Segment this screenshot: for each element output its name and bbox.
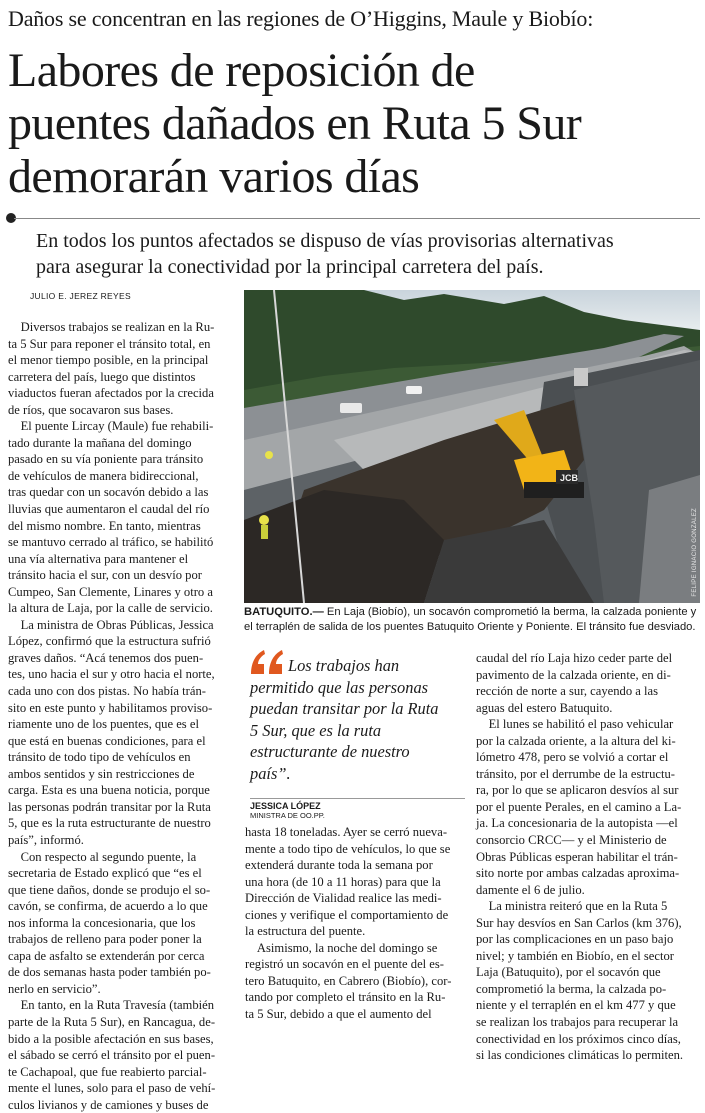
article-line: de vehículos de manera bidireccional, [8,468,199,483]
article-line: se mantuvo cerrado al tráfico, se habilitó [8,535,214,550]
article-line: si las condiciones climáticas lo permiten. [476,1048,684,1063]
byline: JULIO E. JEREZ REYES [30,291,131,301]
quote-line: 5 Sur, que es la ruta [250,720,382,740]
article-line: parte de la Ruta 5 Sur), en Rancagua, de- [8,1014,216,1029]
article-line: el sábado se cerró el tránsito por el puen- [8,1048,216,1063]
article-line: cavón, se confirma, de acuerdo a lo que [8,899,208,914]
article-line: se realizan los trabajos para recuperar la [476,1015,679,1030]
article-line: Asimismo, la noche del domingo se [245,940,438,955]
article-line: La ministra de Obras Públicas, Jessica [8,617,214,632]
photo [244,290,700,603]
article-line: lómetro 478, pero se volvió a cortar el [476,750,669,765]
article-line: tes, uno hacia el sur y otro hacia el norte, [8,667,215,682]
article-line: damente el 6 de julio. [476,882,585,897]
quote-line: Los trabajos han [288,656,400,675]
kicker: Daños se concentran en las regiones de O’Higgins, Maule y Biobío: [8,6,594,31]
article-line: extenderá durante toda la semana por [245,858,433,873]
machine-label: JCB [560,473,579,483]
article-line: tránsito de todo tipo de vehículos en [8,750,191,765]
headline-line: puentes dañados en Ruta 5 Sur [8,97,582,150]
article-line: viaductos fueran afectados por la crecida [8,386,214,401]
article-line: tránsito hacia el sur, con un desvío por [8,568,202,583]
article-line: niente y el terraplén en el km 477 y que [476,998,676,1013]
article-line: pavimento de la calzada oriente, en di- [476,667,671,682]
article-line: bido a la posible afectación en sus bases, [8,1031,214,1046]
article-line: la estructura del puente. [245,924,366,939]
headline-line: Labores de reposición de [8,44,475,97]
quote-author-role: MINISTRA DE OO.PP. [250,811,325,820]
article-line: nivel; y también en Biobío, en el sector [476,948,674,963]
article-line: Obras Públicas esperan habilitar el trán- [476,849,678,864]
article-column-3 [476,650,698,1064]
caption-text: En Laja (Biobío), un socavón comprometió la berma, la calzada poniente y [323,606,697,618]
article-line: tando por completo el tránsito en la Ru- [245,990,446,1005]
article-line: del mismo nombre. En tanto, mientras [8,518,201,533]
deck [36,228,701,280]
article-line: carga. Esta es una buena noticia, porque [8,783,210,798]
article-line: la altura de Laja, por la calle de servicio. [8,601,213,616]
divider [14,218,700,219]
article-line: nos informa la concesionaria, que los [8,915,196,930]
article-line: cada uno con dos pistas. No había trán- [8,684,206,699]
article-line: aguas del estero Batuquito. [476,700,613,715]
article-line: las personas podrán transitar por la Ruta [8,799,211,814]
caption-line: el terraplén de salida de los puentes Batuquito Oriente y Poniente. El tránsito fue desviado. [244,621,696,633]
article-line: secretaria de Estado explicó que “es el [8,866,202,881]
article-line: riamente uno de los puentes, que es el [8,717,199,732]
article-line: 5, que es la ruta estructurante de nuestro [8,816,211,831]
article-line: por la calzada oriente, a la altura del ki- [476,733,676,748]
article-line: graves daños. “Acá tenemos dos puen- [8,650,204,665]
article-line: por las complicaciones en un paso bajo [476,932,674,947]
article-line: ja. La concesionaria de la autopista —el [476,816,678,831]
article-line: registró un socavón en el puente del es- [245,957,444,972]
article-line: lluvias que aumentaron el caudal del río [8,502,210,517]
article-line: mente el lunes, solo para el paso de vehí- [8,1081,216,1096]
deck-line: para asegurar la conectividad por la principal carretera del país. [36,256,544,278]
article-line: consorcio CRCC— y el Ministerio de [476,833,667,848]
article-line: El puente Lircay (Maule) fue rehabili- [8,419,214,434]
article-line: sito norte por ambas calzadas aproxima- [476,866,680,881]
article-line: culos livianos y de camiones y buses de [8,1097,209,1112]
article-line: hasta 18 toneladas. Ayer se cerró nueva- [245,825,448,839]
article-line: conectividad en los próximos cinco días, [476,1031,681,1046]
article-line: La ministra reiteró que en la Ruta 5 [476,899,668,914]
article-line: de ríos, que socavaron sus bases. [8,402,174,417]
article-line: ra, por lo que se aplicaron desvíos al sur [476,783,679,798]
article-line: el menor tiempo posible, en la principal [8,353,209,368]
quote-author: JESSICA LÓPEZ [250,801,321,811]
article-line: El lunes se habilitó el paso vehicular [476,717,674,732]
article-line: Diversos trabajos se realizan en la Ru- [8,320,215,334]
article-line: tras quedar con un socavón debido a las [8,485,209,500]
article-line: que tiene daños, donde se produjo el so- [8,882,211,897]
article-line: comprometió la berma, la calzada po- [476,981,667,996]
bridge-excavator-photo [244,290,700,603]
article-line: ta 5 Sur para reponer el tránsito total, en [8,336,211,351]
article-line: una vía alternativa para mantener el [8,551,189,566]
article-line: ta 5 Sur, debido a que el aumento del [245,1007,432,1022]
article-line: rección de norte a sur, cayendo a las [476,684,659,699]
quote-rule [250,798,465,799]
article-line: que está en buenas condiciones, para el [8,733,206,748]
article-line: ciones y verifique el comportamiento de [245,907,449,922]
article-line: sito en este punto y habilitamos proviso- [8,700,213,715]
article-line: Sur hay desvíos en San Carlos (km 376), [476,915,682,930]
article-line: Dirección de Vialidad realice las medi- [245,891,442,906]
photo-caption [244,605,700,635]
article-line: tero Batuquito, en Cabrero (Biobío), cor- [245,973,452,988]
article-line: por el puente Perales, en el camino a La- [476,799,682,814]
article-line: López, confirmó que la estructura sufrió [8,634,211,649]
article-line: una hora (de 10 a 11 horas) para que la [245,874,441,889]
quote-line: puedan transitar por la Ruta [250,699,439,718]
caption-label: BATUQUITO.— [244,606,324,618]
article-line: trabajos de relleno para poder poner la [8,932,202,947]
article-line: tránsito, por el derrumbe de la estructu- [476,766,675,781]
deck-line: En todos los puntos afectados se dispuso de vías provisorias alternativas [36,230,614,252]
article-line: ambos sentidos y sin restricciones de [8,766,195,781]
article-line: Con respecto al segundo puente, la [8,849,197,864]
article-line: de dos semanas hasta poder también po- [8,965,211,980]
article-line: caudal del río Laja hizo ceder parte del [476,651,673,665]
article-line: te Cachapoal, que fue reabierto parcial- [8,1064,207,1079]
article-line: tado durante la mañana del domingo [8,435,192,450]
article-column-2 [245,824,467,1023]
article-line: mente a todo tipo de vehículos, lo que se [245,841,451,856]
quote-line: estructurante de nuestro [250,742,410,761]
caption-line [244,605,700,620]
article-line: nerlo en servicio”. [8,981,101,996]
article-line: pasado en su vía poniente para tránsito [8,452,204,467]
article-line: En tanto, en la Ruta Travesía (también [8,998,215,1013]
photo-credit: FELIPE IGNACIO GONZÁLEZ [692,508,698,597]
pull-quote [250,655,465,784]
quote-line: permitido que las personas [250,677,429,697]
article-line: Cumpeo, San Clemente, Linares y otro a [8,584,213,599]
quote-line: país”. [250,763,291,783]
article-line: país”, informó. [8,832,84,847]
headline [8,44,698,203]
article-line: carretera del país, luego que distintos [8,369,196,384]
article-line: capa de asfalto se extenderán por cerca [8,948,205,963]
article-line: Laja (Batuquito), por el socavón que [476,965,661,980]
article-column-1 [8,319,234,1113]
headline-line: demorarán varios días [8,150,420,203]
